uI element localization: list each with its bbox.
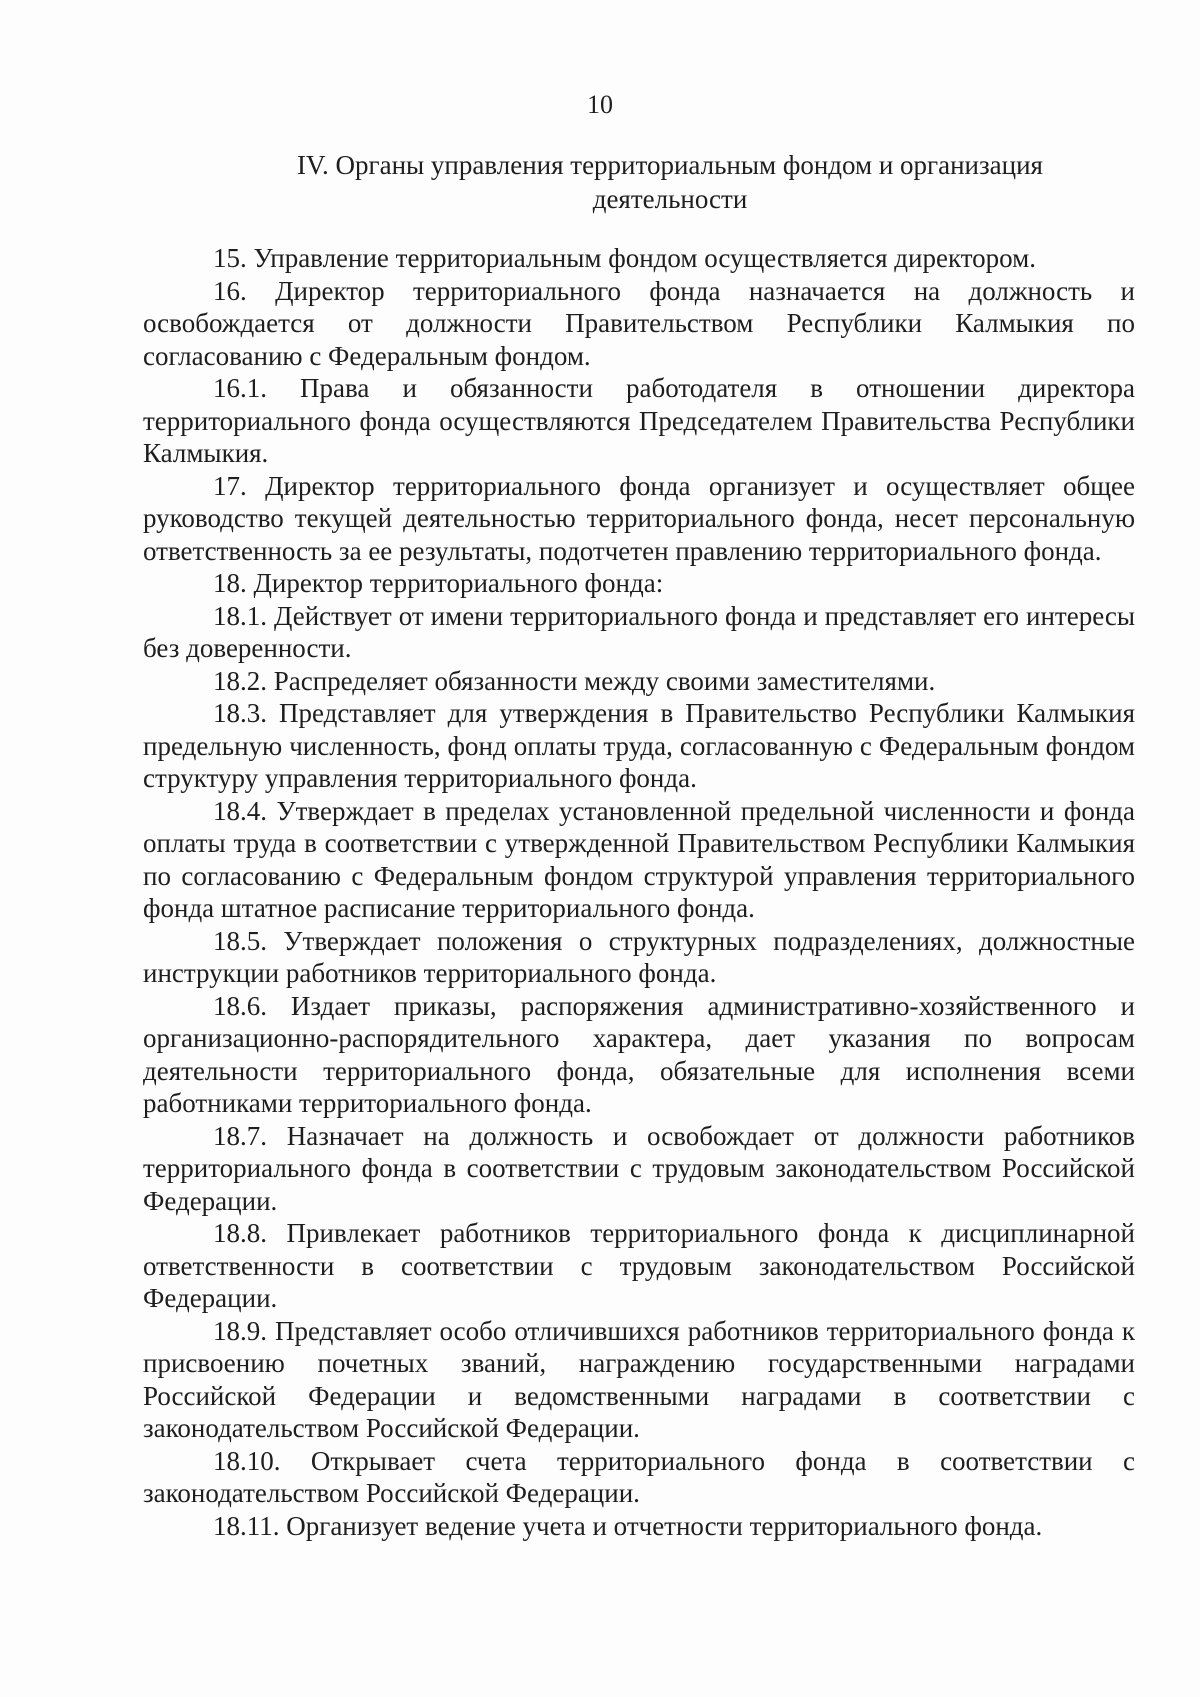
paragraph-18-3: 18.3. Представляет для утверждения в Правительство Республики Калмыкия предельную численность, фонд оплаты труда, согласованную с Федеральным фондом структуру управления территориального фонда. [143, 698, 1135, 793]
paragraph-18: 18. Директор территориального фонда: [213, 568, 664, 598]
paragraph-18-7: 18.7. Назначает на должность и освобождает от должности работников территориального фонда в соответствии с трудовым законодательством Российской Федерации. [143, 1120, 1135, 1216]
paragraph-17: 17. Директор территориального фонда организует и осуществляет общее руководство текущей деятельностью территориального фонда, несет персональную ответственность за ее результаты, подотчетен правлению территориального фонда. [143, 470, 1135, 566]
paragraph-18-1: 18.1. Действует от имени территориального фонда и представляет его интересы без доверенности. [143, 600, 1135, 663]
paragraph-18-8: 18.8. Привлекает работников территориального фонда к дисциплинарной ответственности в соответствии с трудовым законодательством Российской Федерации. [143, 1218, 1135, 1313]
document-body [143, 242, 1135, 1542]
section-title-line-2: деятельности [592, 184, 748, 214]
paragraph-18-9: 18.9. Представляет особо отличившихся работников территориального фонда к присвоению почетных званий, награждению государственными наградами Российской Федерации и ведомственными наградами в соответствии с законодательством Российской Федерации. [143, 1315, 1135, 1443]
paragraph-18-6: 18.6. Издает приказы, распоряжения административно-хозяйственного и организационно-распорядительного характера, дает указания по вопросам деятельности территориального фонда, обязательные для исполнения всеми работниками территориального фонда. [143, 990, 1135, 1118]
paragraph-15: 15. Управление территориальным фондом осуществляется директором. [213, 243, 1036, 273]
paragraph-18-4: 18.4. Утверждает в пределах установленной предельной численности и фонда оплаты труда в соответствии с утвержденной Правительством Республики Калмыкия по согласованию с Федеральным фондом структурой управления территориального фонда штатное расписание территориального фонда. [143, 795, 1135, 923]
paragraph-18-11: 18.11. Организует ведение учета и отчетности территориального фонда. [213, 1510, 1043, 1541]
paragraph-18-10: 18.10. Открывает счета территориального фонда в соответствии с законодательством Российской Федерации. [143, 1445, 1135, 1508]
paragraph-18-2: 18.2. Распределяет обязанности между своими заместителями. [213, 665, 936, 696]
section-title-line-1: IV. Органы управления территориальным фондом и организация [297, 150, 1043, 180]
paragraph-16: 16. Директор территориального фонда назначается на должность и освобождается от должности Правительством Республики Калмыкия по согласованию с Федеральным фондом. [143, 275, 1135, 371]
paragraph-18-5: 18.5. Утверждает положения о структурных подразделениях, должностные инструкции работников территориального фонда. [143, 925, 1135, 988]
page-number: 10 [587, 90, 613, 119]
paragraph-16-1: 16.1. Права и обязанности работодателя в отношении директора территориального фонда осуществляются Председателем Правительства Республики Калмыкия. [143, 373, 1135, 468]
section-title [240, 148, 1100, 216]
